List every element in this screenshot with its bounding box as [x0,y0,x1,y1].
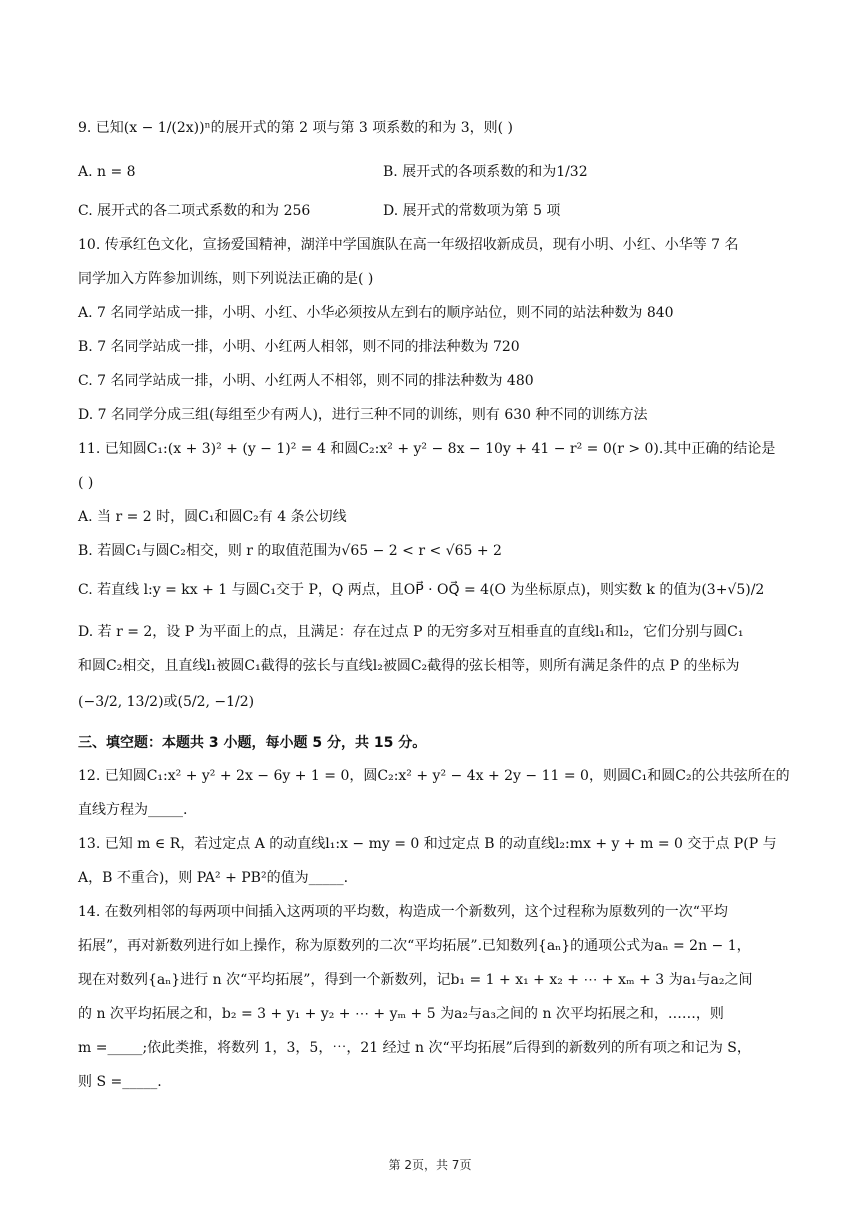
section-heading-fill-in: 三、填空题：本题共 3 小题，每小题 5 分，共 15 分。 [78,735,427,751]
q10-option-b: B. 7 名同学站成一排，小明、小红两人相邻，则不同的排法种数为 720 [78,339,520,355]
q11-option-d-line1: D. 若 r = 2，设 P 为平面上的点，且满足：存在过点 P 的无穷多对互相垂直的直线l₁和l₂，它们分别与圆C₁ [78,624,744,640]
q14-line5: m =_____;依此类推，将数列 1，3，5，⋯，21 经过 n 次“平均拓展”后得到的新数列的所有项之和记为 S， [78,1040,751,1056]
q10-option-a: A. 7 名同学站成一排，小明、小红、小华必须按从左到右的顺序站位，则不同的站法种数为 840 [78,305,674,321]
q14-line4: 的 n 次平均拓展之和，b₂ = 3 + y₁ + y₂ + ⋯ + yₘ + 5 为a₂与a₃之间的 n 次平均拓展之和，……，则 [78,1006,724,1022]
q14-line3: 现在对数列{aₙ}进行 n 次“平均拓展”，得到一个新数列，记b₁ = 1 + x₁ + x₂ + ⋯ + xₘ + 3 为a₁与a₂之间 [78,972,753,988]
q9-option-c: C. 展开式的各二项式系数的和为 256 [78,203,311,219]
q11-option-b: B. 若圆C₁与圆C₂相交，则 r 的取值范围为√65 − 2 < r < √65 + 2 [78,543,502,559]
q10-option-d: D. 7 名同学分成三组(每组至少有两人)，进行三种不同的训练，则有 630 种不同的训练方法 [78,407,648,423]
q10-stem-line1: 10. 传承红色文化，宣扬爱国精神，湖洋中学国旗队在高一年级招收新成员，现有小明、小红、小华等 7 名 [78,237,739,253]
q14-line6: 则 S =_____. [78,1074,162,1090]
q11-option-d-line3: (−3/2, 13/2)或(5/2, −1/2) [78,694,255,710]
q9-stem: 9. 已知(x − 1/(2x))ⁿ的展开式的第 2 项与第 3 项系数的和为 3，则( ) [78,120,514,136]
q12-line2: 直线方程为_____. [78,802,188,818]
q11-option-d-line2: 和圆C₂相交，且直线l₁被圆C₁截得的弦长与直线l₂被圆C₂截得的弦长相等，则所有满足条件的点 P 的坐标为 [78,658,740,674]
q10-option-c: C. 7 名同学站成一排，小明、小红两人不相邻，则不同的排法种数为 480 [78,373,534,389]
q11-stem-line2: ( ) [78,475,94,491]
q14-line2: 拓展”，再对新数列进行如上操作，称为原数列的二次“平均拓展”.已知数列{aₙ}的通项公式为aₙ = 2n − 1， [78,938,751,954]
q10-stem-line2: 同学加入方阵参加训练，则下列说法正确的是( ) [78,271,374,287]
q9-option-d: D. 展开式的常数项为第 5 项 [383,203,561,219]
page-footer: 第 2页，共 7页 [388,1158,472,1172]
q9-option-a: A. n = 8 [78,164,136,180]
q9-option-b: B. 展开式的各项系数的和为1/32 [383,164,588,180]
q13-line2: A，B 不重合)，则 PA² + PB²的值为_____. [78,870,349,886]
q11-option-a: A. 当 r = 2 时，圆C₁和圆C₂有 4 条公切线 [78,509,347,525]
q12-line1: 12. 已知圆C₁:x² + y² + 2x − 6y + 1 = 0，圆C₂:x² + y² − 4x + 2y − 11 = 0，则圆C₁和圆C₂的公共弦所在的 [78,768,790,784]
q14-line1: 14. 在数列相邻的每两项中间插入这两项的平均数，构造成一个新数列，这个过程称为原数列的一次“平均 [78,904,728,920]
q13-line1: 13. 已知 m ∈ R，若过定点 A 的动直线l₁:x − my = 0 和过定点 B 的动直线l₂:mx + y + m = 0 交于点 P(P 与 [78,836,777,852]
q11-option-c: C. 若直线 l:y = kx + 1 与圆C₁交于 P，Q 两点，且OP⃗ · OQ⃗ = 4(O 为坐标原点)，则实数 k 的值为(3+√5)/2 [78,582,765,598]
q11-stem-line1: 11. 已知圆C₁:(x + 3)² + (y − 1)² = 4 和圆C₂:x² + y² − 8x − 10y + 41 − r² = 0(r > 0).其中正确的结论是 [78,441,776,457]
